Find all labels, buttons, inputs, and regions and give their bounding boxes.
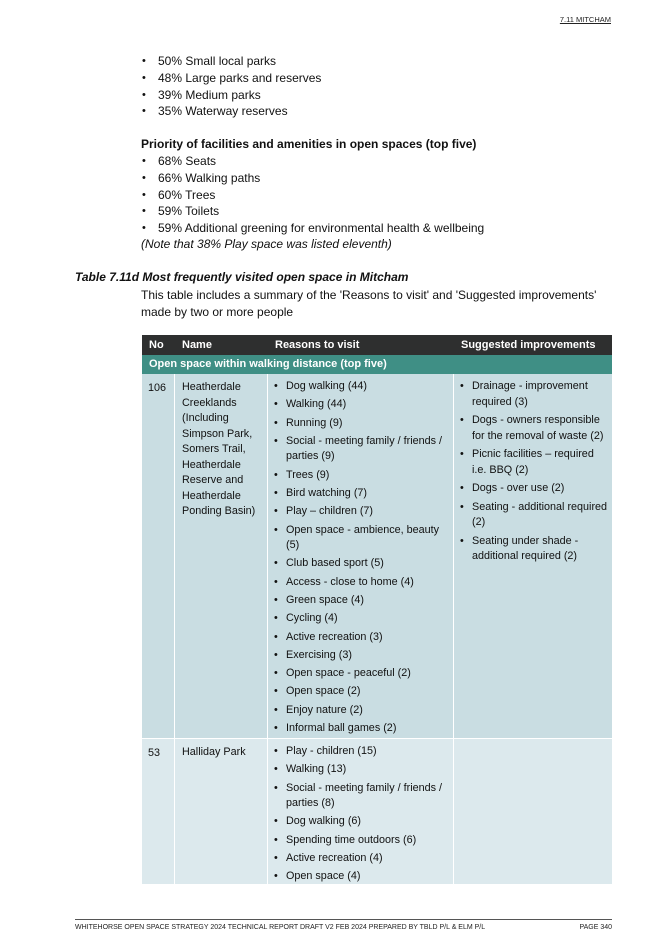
table-caption: Table 7.11d Most frequently visited open space in Mitcham (75, 270, 409, 284)
reason-item: • Play - children (15) (286, 744, 449, 760)
improvement-item: • Picnic facilities – required i.e. BBQ (2) (472, 447, 608, 478)
column-header-name: Name (182, 339, 212, 351)
priority-list (141, 153, 484, 237)
improvements-list (454, 739, 612, 744)
list-item: • 50% Small local parks (141, 53, 321, 70)
reason-item: • Play – children (7) (286, 504, 449, 520)
row-number: 53 (142, 739, 175, 884)
column-header-improvements: Suggested improvements (461, 339, 596, 351)
column-header-no: No (149, 339, 164, 351)
reason-item: • Walking (44) (286, 397, 449, 413)
reason-item: • Cycling (4) (286, 611, 449, 627)
priority-note: (Note that 38% Play space was listed eleventh) (141, 237, 392, 251)
column-header-reasons: Reasons to visit (275, 339, 360, 351)
improvement-item: • Seating under shade - additional required (2) (472, 534, 608, 565)
improvements-cell (454, 739, 612, 884)
improvement-item: • Seating - additional required (2) (472, 500, 608, 531)
improvement-item: • Dogs - owners responsible for the removal of waste (2) (472, 413, 608, 444)
reason-item: • Running (9) (286, 416, 449, 432)
reason-item: • Dog walking (6) (286, 814, 449, 830)
improvements-cell (454, 374, 612, 738)
open-space-table (142, 335, 612, 884)
reason-item: • Dog walking (44) (286, 379, 449, 395)
list-item: • 39% Medium parks (141, 87, 321, 104)
row-name: Halliday Park (175, 739, 268, 884)
footer-divider (75, 919, 612, 920)
reason-item: • Active recreation (3) (286, 630, 449, 646)
list-item: • 68% Seats (141, 153, 484, 170)
reason-item: • Spending time outdoors (6) (286, 833, 449, 849)
reason-item: • Open space - peaceful (2) (286, 666, 449, 682)
reasons-cell (268, 374, 454, 738)
list-item: • 48% Large parks and reserves (141, 70, 321, 87)
reasons-list (268, 739, 453, 885)
priority-heading: Priority of facilities and amenities in open spaces (top five) (141, 137, 477, 151)
list-item: • 59% Additional greening for environmental health & wellbeing (141, 220, 484, 237)
park-type-list (141, 53, 321, 120)
reason-item: • Active recreation (4) (286, 851, 449, 867)
reasons-cell (268, 739, 454, 884)
reason-item: • Green space (4) (286, 593, 449, 609)
reason-item: • Open space (2) (286, 684, 449, 700)
reason-item: • Walking (13) (286, 762, 449, 778)
section-row: Open space within walking distance (top five) (142, 355, 612, 374)
reason-item: • Open space (4) (286, 869, 449, 885)
reason-item: • Access - close to home (4) (286, 575, 449, 591)
page-number: PAGE 340 (579, 924, 612, 931)
improvement-item: • Drainage - improvement required (3) (472, 379, 608, 410)
improvement-item: • Dogs - over use (2) (472, 481, 608, 497)
reason-item: • Club based sport (5) (286, 556, 449, 572)
list-item: • 66% Walking paths (141, 170, 484, 187)
reason-item: • Social - meeting family / friends / parties (9) (286, 434, 449, 465)
row-name: Heatherdale Creeklands (Including Simpson Park, Somers Trail, Heatherdale Reserve and Heatherdale Ponding Basin) (175, 374, 268, 738)
list-item: • 59% Toilets (141, 203, 484, 220)
reasons-list (268, 374, 453, 737)
list-item: • 60% Trees (141, 187, 484, 204)
reason-item: • Enjoy nature (2) (286, 703, 449, 719)
table-intro: This table includes a summary of the 'Reasons to visit' and 'Suggested improvements' made by two or more people (141, 288, 597, 319)
reason-item: • Bird watching (7) (286, 486, 449, 502)
list-item: • 35% Waterway reserves (141, 103, 321, 120)
table-header-row (142, 335, 612, 355)
reason-item: • Exercising (3) (286, 648, 449, 664)
reason-item: • Trees (9) (286, 468, 449, 484)
reason-item: • Open space - ambience, beauty (5) (286, 523, 449, 554)
improvements-list (454, 374, 612, 565)
reason-item: • Social - meeting family / friends / parties (8) (286, 781, 449, 812)
row-number: 106 (142, 374, 175, 738)
table-row (142, 739, 612, 884)
footer-text: WHITEHORSE OPEN SPACE STRATEGY 2024 TECHNICAL REPORT DRAFT V2 FEB 2024 PREPARED BY TBLD P/L & ELM P/L (75, 924, 486, 931)
reason-item: • Informal ball games (2) (286, 721, 449, 737)
table-row (142, 374, 612, 739)
running-header: 7.11 MITCHAM (559, 15, 611, 24)
